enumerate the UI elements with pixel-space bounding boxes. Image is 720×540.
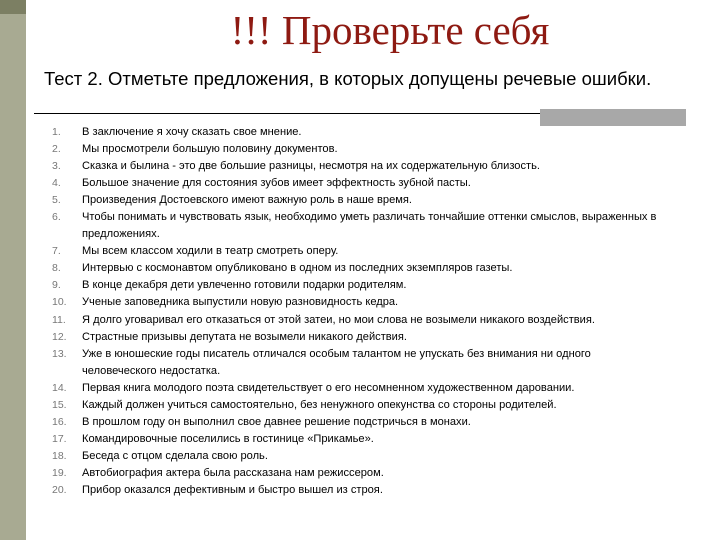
list-item: [34, 329, 718, 346]
item-number: 14.: [52, 381, 67, 394]
sentence-list: [34, 124, 718, 499]
list-item: [34, 124, 718, 141]
item-sentence: В заключение я хочу сказать свое мнение.: [82, 126, 302, 138]
item-number: 9.: [52, 279, 61, 292]
list-item: [34, 448, 718, 465]
list-item: [34, 294, 718, 311]
item-sentence: Я долго уговаривал его отказаться от этой затеи, но мои слова не возымели никакого воздействия.: [82, 313, 595, 326]
item-number: 4.: [52, 177, 61, 190]
item-sentence: Первая книга молодого поэта свидетельствует о его несомненном художественном даровании.: [82, 381, 575, 394]
list-item: [34, 431, 718, 448]
list-item: [34, 312, 718, 329]
item-sentence: В прошлом году он выполнил свое давнее решение подстричься в монахи.: [82, 415, 471, 428]
list-item: [34, 277, 718, 294]
item-sentence: Уже в юношеские годы писатель отличался особым талантом не упускать без внимания ни одного человеческого недостатка.: [82, 347, 591, 377]
list-item: [34, 175, 718, 192]
item-number: 3.: [52, 160, 61, 173]
item-sentence: Мы всем классом ходили в театр смотреть оперу.: [82, 245, 339, 258]
item-sentence: Мы просмотрели большую половину документов.: [82, 143, 338, 156]
slide-sidebar-bar: [0, 0, 26, 540]
item-number: 20.: [52, 483, 67, 496]
item-sentence: Прибор оказался дефективным и быстро вышел из строя.: [82, 483, 383, 496]
title-divider: [34, 113, 540, 114]
item-number: 18.: [52, 449, 67, 462]
item-sentence: Страстные призывы депутата не возымели никакого действия.: [82, 330, 407, 343]
item-number: 8.: [52, 262, 61, 275]
sidebar-accent: [0, 0, 26, 14]
list-item: [34, 397, 718, 414]
item-number: 7.: [52, 245, 61, 258]
item-number: 5.: [52, 194, 61, 207]
item-number: 19.: [52, 466, 67, 479]
list-item: [34, 380, 718, 397]
item-sentence: В конце декабря дети увлеченно готовили подарки родителям.: [82, 279, 407, 292]
item-sentence: Каждый должен учиться самостоятельно, без ненужного опекунства со стороны родителей.: [82, 398, 557, 411]
list-item: [34, 482, 718, 499]
item-number: 6.: [52, 211, 61, 224]
item-number: 1.: [52, 126, 61, 138]
item-number: 2.: [52, 143, 61, 156]
item-number: 11.: [52, 313, 66, 326]
list-item: [34, 141, 718, 158]
item-sentence: Интервью с космонавтом опубликовано в одном из последних экземпляров газеты.: [82, 262, 513, 275]
item-number: 12.: [52, 330, 67, 343]
item-sentence: Командировочные поселились в гостинице «Прикамье».: [82, 432, 374, 445]
list-item: [34, 465, 718, 482]
list-item: [34, 346, 718, 380]
item-number: 13.: [52, 347, 67, 360]
list-item: [34, 260, 718, 277]
item-sentence: Сказка и былина - это две большие разницы, несмотря на их содержательную близость.: [82, 160, 540, 173]
item-number: 10.: [52, 296, 67, 309]
list-item: [34, 414, 718, 431]
item-sentence: Беседа с отцом сделала свою роль.: [82, 449, 268, 462]
item-sentence: Ученые заповедника выпустили новую разновидность кедра.: [82, 296, 399, 309]
slide-title: !!! Проверьте себя: [230, 7, 550, 53]
item-sentence: Автобиография актера была рассказана нам режиссером.: [82, 466, 384, 479]
list-item: [34, 243, 718, 260]
item-sentence: Чтобы понимать и чувствовать язык, необходимо уметь различать тончайшие оттенки смыслов, выраженных в предложениях.: [82, 211, 657, 241]
list-item: [34, 158, 718, 175]
test-instructions: Тест 2. Отметьте предложения, в которых допущены речевые ошибки.: [44, 68, 652, 89]
item-number: 16.: [52, 415, 67, 428]
item-number: 17.: [52, 432, 67, 445]
list-item: [34, 192, 718, 209]
list-item: [34, 209, 718, 243]
item-number: 15.: [52, 398, 67, 411]
item-sentence: Произведения Достоевского имеют важную роль в наше время.: [82, 194, 412, 207]
item-sentence: Большое значение для состояния зубов имеет эффектность зубной пасты.: [82, 177, 471, 190]
